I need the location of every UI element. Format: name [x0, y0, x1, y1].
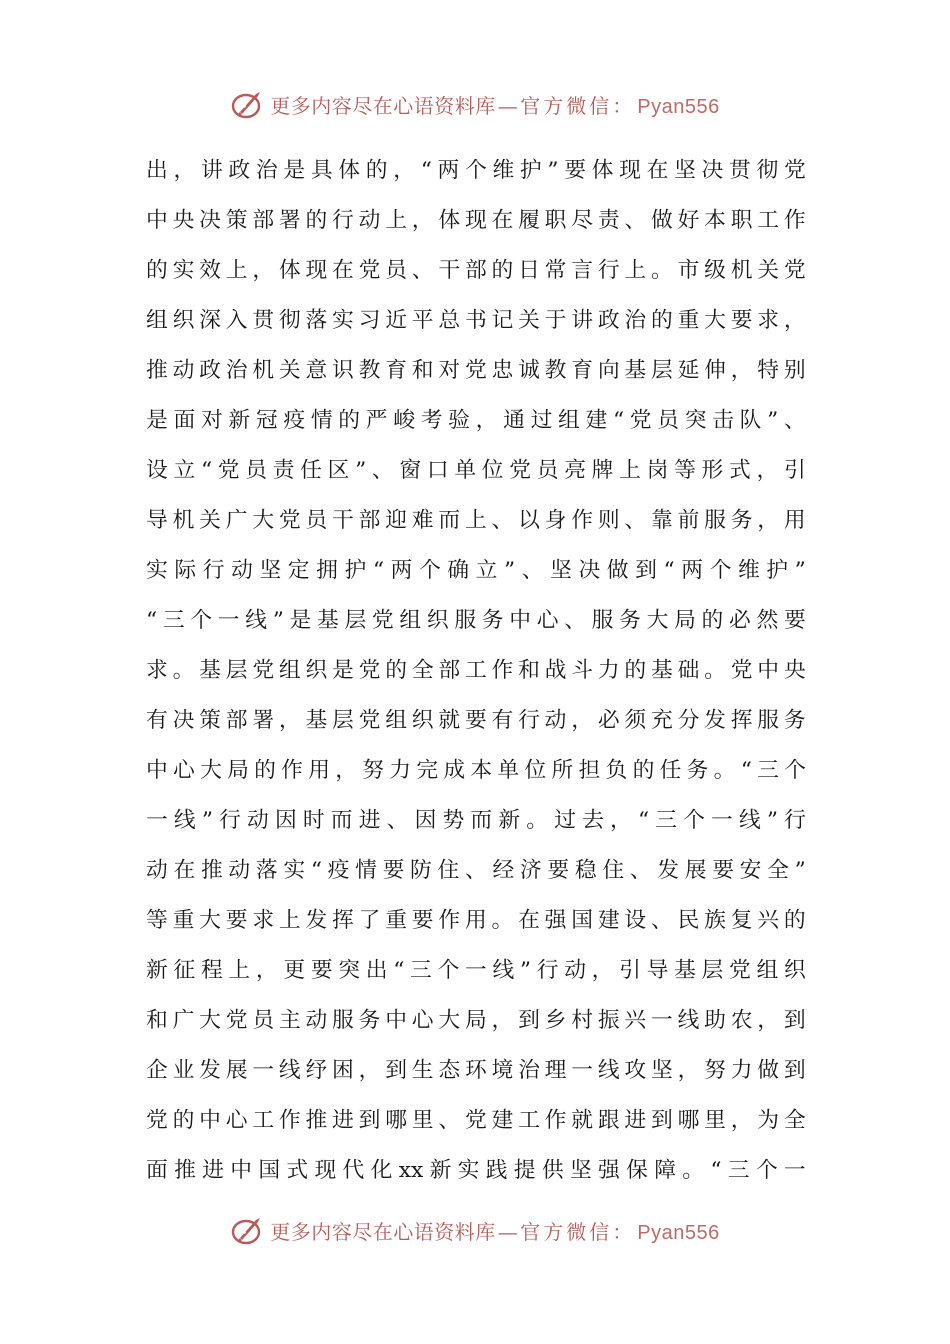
watermark-text [270, 1216, 719, 1245]
watermark-site-text: 更多内容尽在心语资料库 [270, 1219, 496, 1244]
body-line: 导 机 关 广 大 党 员 干 部 迎 难 而 上 、 以 身 作 则 、 靠 前 服 务 ， 用 [146, 508, 806, 533]
body-line: 有 决 策 部 署 ， 基 层 党 组 织 就 要 有 行 动 ， 必 须 充 分 发 挥 服 务 [146, 708, 806, 733]
body-line: 的 实 效 上 ， 体 现 在 党 员 、 干 部 的 日 常 言 行 上 。 市 级 机 关 党 [146, 258, 806, 283]
body-line: 出 ， 讲 政 治 是 具 体 的 ， “ 两 个 维 护 ” 要 体 现 在 坚 决 贯 彻 党 [146, 158, 806, 183]
footer-watermark [0, 1210, 950, 1250]
watermark-dash: — [497, 1219, 519, 1244]
body-line: 设 立 “ 党 员 责 任 区 ” 、 窗 口 单 位 党 员 亮 牌 上 岗 等 形 式 ， 引 [146, 458, 806, 483]
watermark-wechat-label: 官方微信： [520, 93, 636, 118]
body-line: 和 广 大 党 员 主 动 服 务 中 心 大 局 ， 到 乡 村 振 兴 一 线 助 农 ， 到 [146, 1008, 806, 1033]
body-line: 组 织 深 入 贯 彻 落 实 习 近 平 总 书 记 关 于 讲 政 治 的 重 大 要 求 ， [146, 308, 806, 333]
document-body [146, 146, 806, 1196]
body-line: 动 在 推 动 落 实 “ 疫 情 要 防 住 、 经 济 要 稳 住 、 发 展 要 安 全 ” [146, 858, 806, 883]
body-line: 面 推 进 中 国 式 现 代 化 xx 新 实 践 提 供 坚 强 保 障 。 “ 三 个 一 [146, 1158, 806, 1183]
body-line: 中 心 大 局 的 作 用 ， 努 力 完 成 本 单 位 所 担 负 的 任 务 。 “ 三 个 [146, 758, 806, 783]
body-line: “ 三 个 一 线 ” 是 基 层 党 组 织 服 务 中 心 、 服 务 大 局 的 必 然 要 [146, 608, 806, 633]
body-line: 新 征 程 上 ， 更 要 突 出 “ 三 个 一 线 ” 行 动 ， 引 导 基 层 党 组 织 [146, 958, 806, 983]
pen-logo-icon [230, 1212, 266, 1248]
header-watermark [0, 84, 950, 124]
body-line: 等 重 大 要 求 上 发 挥 了 重 要 作 用 。 在 强 国 建 设 、 民 族 复 兴 的 [146, 908, 806, 933]
body-line: 中 央 决 策 部 署 的 行 动 上 ， 体 现 在 履 职 尽 责 、 做 好 本 职 工 作 [146, 208, 806, 233]
watermark-site-text: 更多内容尽在心语资料库 [270, 93, 496, 118]
watermark-wechat-label: 官方微信： [520, 1219, 636, 1244]
body-line: 企 业 发 展 一 线 纾 困 ， 到 生 态 环 境 治 理 一 线 攻 坚 ， 努 力 做 到 [146, 1058, 806, 1083]
body-line: 推 动 政 治 机 关 意 识 教 育 和 对 党 忠 诚 教 育 向 基 层 延 伸 ， 特 别 [146, 358, 806, 383]
body-line: 一 线 ” 行 动 因 时 而 进 、 因 势 而 新 。 过 去 ， “ 三 个 一 线 ” 行 [146, 808, 806, 833]
body-line: 实 际 行 动 坚 定 拥 护 “ 两 个 确 立 ” 、 坚 决 做 到 “ 两 个 维 护 ” [146, 558, 806, 583]
watermark-dash: — [497, 93, 519, 118]
pen-logo-icon [230, 86, 266, 122]
body-line: 党 的 中 心 工 作 推 进 到 哪 里 、 党 建 工 作 就 跟 进 到 哪 里 ， 为 全 [146, 1108, 806, 1133]
watermark-wechat-id: Pyan556 [637, 1221, 720, 1244]
watermark-text [270, 90, 719, 119]
body-line: 是 面 对 新 冠 疫 情 的 严 峻 考 验 ， 通 过 组 建 “ 党 员 突 击 队 ” 、 [146, 408, 806, 433]
watermark-wechat-id: Pyan556 [637, 95, 720, 118]
body-line: 求 。 基 层 党 组 织 是 党 的 全 部 工 作 和 战 斗 力 的 基 础 。 党 中 央 [146, 658, 806, 683]
